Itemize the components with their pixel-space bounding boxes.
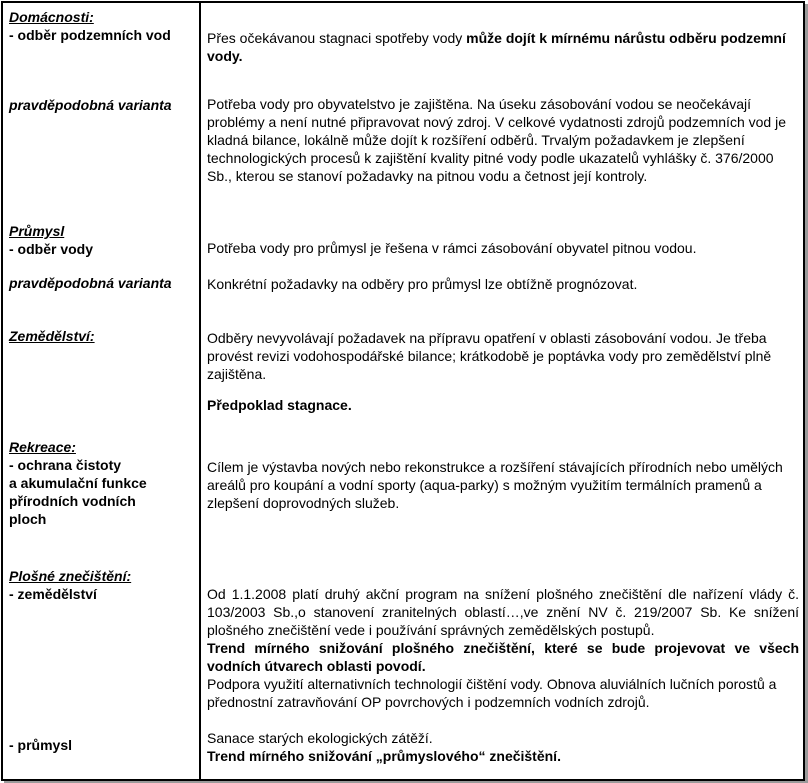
- prumysl-znec-bold: Trend mírného snižování „průmyslového“ znečištění.: [207, 748, 561, 764]
- rekreace-sub-1: - ochrana čistoty: [9, 457, 122, 473]
- plosne-bold: Trend mírného snižování plošného znečištění, které se bude projevovat ve všech vodních útvarech oblasti povodí.: [207, 640, 799, 674]
- pravdepodobna-varianta-text-2: Konkrétní požadavky na odběry pro průmysl lze obtížně prognózovat.: [207, 276, 638, 292]
- plosne-sub: - zemědělství: [9, 586, 97, 602]
- pravdepodobna-varianta-label-2: pravděpodobná varianta: [9, 275, 172, 291]
- domacnosti-heading: Domácnosti:: [9, 9, 94, 25]
- domacnosti-sub: - odběr podzemních vod: [9, 27, 171, 43]
- prumysl-heading: Průmysl: [9, 223, 65, 239]
- rekreace-heading: Rekreace:: [9, 439, 76, 455]
- pravdepodobna-varianta-label-1: pravděpodobná varianta: [9, 97, 172, 113]
- prumysl-sub: - odběr vody: [9, 241, 94, 257]
- plosne-text-2: Podpora využití alternativních technologií čištění vody. Obnova aluviálních lučních porostů a přednostní zatravňování OP povrchových i podzemních vodních zdrojů.: [207, 676, 777, 710]
- zemedelstvi-text: Odběry nevyvolávají požadavek na přípravu opatření v oblasti zásobování vodou. Je třeba provést revizi vodohospodářské bilance; krátkodobě je poptávka vody pro zemědělství plně zajištěna.: [207, 330, 772, 382]
- rekreace-sub-3: přírodních vodních: [9, 493, 136, 509]
- plosne-text-1: Od 1.1.2008 platí druhý akční program na snížení plošného znečištění dle nařízení vlády č. 103/2003 Sb.,o stanovení zranitelných oblastí…,ve znění NV č. 219/2007 Sb. Ke snížení plošného znečištění vede i používání správných zemědělských postupů.: [207, 586, 799, 638]
- zemedelstvi-bold: Předpoklad stagnace.: [207, 397, 352, 413]
- prumysl-znec-sub: - průmysl: [9, 737, 73, 753]
- prumysl-text: Potřeba vody pro průmysl je řešena v rámci zásobování obyvatel pitnou vodou.: [207, 240, 697, 256]
- column-divider: [199, 3, 201, 779]
- pravdepodobna-varianta-text-1: Potřeba vody pro obyvatelstvo je zajištěna. Na úseku zásobování vodou se neočekávají problémy a není nutné připravovat nový zdroj. V celkové vydatnosti zdrojů podzemních vod je kladná bilance, lokálně může dojít k rozšíření odběrů. Trvalým požadavkem je zlepšení technologických procesů k zajištění kvality pitné vody podle ukazatelů vyhlášky č. 376/2000 Sb., kterou se stanoví požadavky na pitnou vodu a četnost její kontroly.: [207, 96, 786, 184]
- domacnosti-text-bold: může dojít k mírnému nárůstu odběru podzemní vody.: [207, 30, 786, 64]
- prumysl-znec-text: Sanace starých ekologických zátěží.: [207, 730, 433, 746]
- rekreace-text: Cílem je výstavba nových nebo rekonstrukce a rozšíření stávajících přírodních nebo umělých areálů pro koupání a vodní sporty (aqua-parky) s možným využitím termálních pramenů a zlepšení doprovodných služeb.: [207, 459, 783, 511]
- domacnosti-text-plain: Přes očekávanou stagnaci spotřeby vody: [207, 30, 467, 46]
- document-table: [1, 1, 805, 781]
- domacnosti-text: [207, 29, 799, 65]
- zemedelstvi-heading: Zemědělství:: [9, 328, 95, 344]
- rekreace-sub-2: a akumulační funkce: [9, 475, 147, 491]
- rekreace-sub-4: ploch: [9, 511, 47, 527]
- plosne-heading: Plošné znečištění:: [9, 568, 132, 584]
